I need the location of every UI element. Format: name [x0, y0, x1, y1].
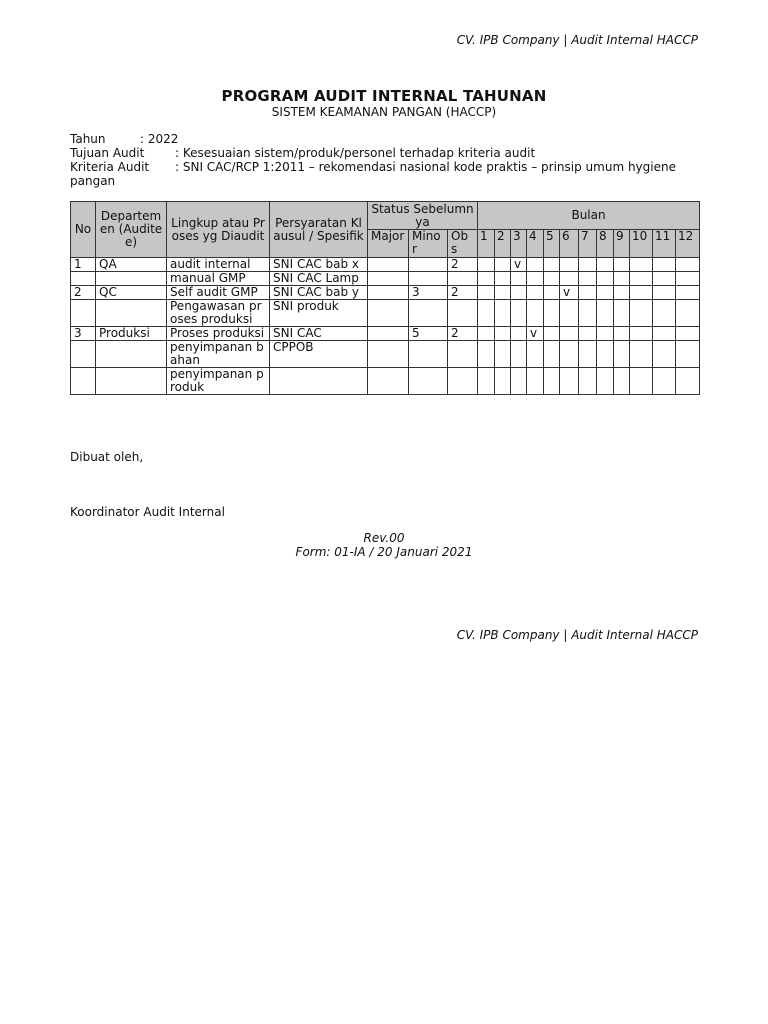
table-row: [71, 327, 700, 341]
cell-month-mark: [614, 258, 630, 272]
cell-persyaratan: SNI produk: [270, 300, 368, 327]
cell-month-mark: [614, 286, 630, 300]
cell-minor: [409, 272, 448, 286]
header-month: 11: [653, 230, 676, 258]
cell-month-mark: [495, 327, 511, 341]
cell-month-mark: [579, 341, 597, 368]
cell-month-mark: [597, 341, 614, 368]
created-by-label: Dibuat oleh,: [70, 450, 144, 464]
audit-meta: [70, 132, 700, 188]
header-status: Status Sebelumnya: [368, 202, 478, 230]
cell-minor: 5: [409, 327, 448, 341]
cell-month-mark: [597, 300, 614, 327]
cell-month-mark: [676, 258, 700, 272]
cell-minor: 3: [409, 286, 448, 300]
cell-month-mark: [478, 327, 495, 341]
meta-row-tujuan: [70, 146, 700, 160]
cell-departemen: [96, 341, 167, 368]
cell-month-mark: [560, 300, 579, 327]
cell-month-mark: [614, 300, 630, 327]
header-month: 4: [527, 230, 544, 258]
meta-row-kriteria: [70, 160, 700, 174]
cell-month-mark: [478, 258, 495, 272]
meta-row-tahun: [70, 132, 700, 146]
cell-month-mark: [630, 300, 653, 327]
cell-obs: 2: [448, 327, 478, 341]
cell-month-mark: [527, 286, 544, 300]
header-persyaratan: Persyaratan Klausul / Spesifik: [270, 202, 368, 258]
document-title: PROGRAM AUDIT INTERNAL TAHUNAN: [221, 87, 547, 105]
cell-lingkup: audit internal: [167, 258, 270, 272]
cell-persyaratan: [270, 368, 368, 395]
cell-major: [368, 300, 409, 327]
cell-month-mark: [511, 368, 527, 395]
cell-month-mark: [579, 258, 597, 272]
cell-month-mark: [676, 327, 700, 341]
header-departemen: Departemen (Auditee): [96, 202, 167, 258]
cell-month-mark: [544, 341, 560, 368]
cell-departemen: [96, 272, 167, 286]
cell-month-mark: [630, 368, 653, 395]
cell-month-mark: [478, 272, 495, 286]
cell-month-mark: [630, 341, 653, 368]
cell-month-mark: [478, 300, 495, 327]
cell-month-mark: [653, 300, 676, 327]
cell-obs: 2: [448, 286, 478, 300]
table-row: [71, 368, 700, 395]
cell-month-mark: [597, 286, 614, 300]
header-month: 7: [579, 230, 597, 258]
cell-month-mark: [579, 327, 597, 341]
cell-month-mark: [511, 327, 527, 341]
cell-persyaratan: SNI CAC Lamp: [270, 272, 368, 286]
cell-lingkup: penyimpanan bahan: [167, 341, 270, 368]
cell-no: [71, 368, 96, 395]
header-minor: Minor: [409, 230, 448, 258]
table-header-row: [71, 202, 700, 230]
cell-month-mark: [630, 272, 653, 286]
cell-month-mark: [495, 286, 511, 300]
cell-month-mark: [653, 286, 676, 300]
cell-persyaratan: CPPOB: [270, 341, 368, 368]
cell-departemen: [96, 368, 167, 395]
cell-month-mark: v: [527, 327, 544, 341]
cell-month-mark: [511, 300, 527, 327]
cell-obs: [448, 368, 478, 395]
table-row: [71, 286, 700, 300]
cell-month-mark: [597, 327, 614, 341]
cell-no: [71, 300, 96, 327]
cell-month-mark: [495, 368, 511, 395]
coordinator-label: Koordinator Audit Internal: [70, 505, 225, 519]
cell-month-mark: [630, 327, 653, 341]
cell-month-mark: [527, 341, 544, 368]
table-row: [71, 272, 700, 286]
cell-month-mark: [676, 368, 700, 395]
cell-month-mark: [579, 300, 597, 327]
cell-month-mark: [478, 341, 495, 368]
cell-month-mark: [527, 258, 544, 272]
cell-obs: [448, 272, 478, 286]
cell-month-mark: [544, 327, 560, 341]
cell-month-mark: [544, 258, 560, 272]
cell-persyaratan: SNI CAC bab y: [270, 286, 368, 300]
page-footer-company: CV. IPB Company | Audit Internal HACCP: [456, 628, 698, 642]
cell-obs: [448, 341, 478, 368]
cell-month-mark: [653, 258, 676, 272]
cell-no: 2: [71, 286, 96, 300]
cell-month-mark: [511, 272, 527, 286]
cell-minor: [409, 368, 448, 395]
cell-lingkup: Pengawasan proses produksi: [167, 300, 270, 327]
header-month: 6: [560, 230, 579, 258]
cell-departemen: QC: [96, 286, 167, 300]
table-row: [71, 300, 700, 327]
cell-month-mark: [560, 327, 579, 341]
tahun-label: Tahun: [70, 132, 106, 146]
cell-no: 1: [71, 258, 96, 272]
cell-month-mark: [560, 272, 579, 286]
cell-month-mark: [653, 272, 676, 286]
header-month: 1: [478, 230, 495, 258]
cell-month-mark: [614, 368, 630, 395]
cell-month-mark: [478, 286, 495, 300]
cell-major: [368, 258, 409, 272]
cell-major: [368, 327, 409, 341]
cell-month-mark: [676, 300, 700, 327]
header-month: 3: [511, 230, 527, 258]
table-row: [71, 341, 700, 368]
cell-major: [368, 272, 409, 286]
header-no: No: [71, 202, 96, 258]
cell-month-mark: [653, 327, 676, 341]
cell-persyaratan: SNI CAC bab x: [270, 258, 368, 272]
cell-month-mark: [478, 368, 495, 395]
cell-month-mark: [579, 286, 597, 300]
header-major: Major: [368, 230, 409, 258]
header-month: 10: [630, 230, 653, 258]
header-obs: Obs: [448, 230, 478, 258]
cell-month-mark: [495, 300, 511, 327]
cell-month-mark: [560, 368, 579, 395]
cell-lingkup: manual GMP: [167, 272, 270, 286]
header-month: 12: [676, 230, 700, 258]
cell-obs: [448, 300, 478, 327]
header-month: 5: [544, 230, 560, 258]
header-bulan: Bulan: [478, 202, 700, 230]
cell-major: [368, 341, 409, 368]
cell-month-mark: [653, 368, 676, 395]
cell-month-mark: [614, 272, 630, 286]
cell-month-mark: [527, 368, 544, 395]
cell-month-mark: [597, 258, 614, 272]
cell-lingkup: penyimpanan produk: [167, 368, 270, 395]
cell-lingkup: Self audit GMP: [167, 286, 270, 300]
cell-departemen: Produksi: [96, 327, 167, 341]
audit-program-table: [70, 201, 700, 395]
cell-month-mark: [544, 272, 560, 286]
cell-month-mark: [597, 368, 614, 395]
cell-month-mark: [614, 341, 630, 368]
cell-no: 3: [71, 327, 96, 341]
table-row: [71, 258, 700, 272]
kriteria-label: Kriteria Audit: [70, 160, 150, 174]
kriteria-value: : SNI CAC/RCP 1:2011 – rekomendasi nasional kode praktis – prinsip umum hygiene: [175, 160, 676, 174]
cell-month-mark: [676, 286, 700, 300]
cell-month-mark: v: [511, 258, 527, 272]
cell-month-mark: v: [560, 286, 579, 300]
cell-month-mark: [544, 300, 560, 327]
cell-major: [368, 368, 409, 395]
cell-month-mark: [495, 258, 511, 272]
cell-month-mark: [544, 368, 560, 395]
cell-month-mark: [495, 272, 511, 286]
cell-no: [71, 272, 96, 286]
form-number: Form: 01-IA / 20 Januari 2021: [295, 545, 473, 559]
cell-lingkup: Proses produksi: [167, 327, 270, 341]
revision-number: Rev.00: [363, 531, 405, 545]
header-month: 9: [614, 230, 630, 258]
cell-month-mark: [597, 272, 614, 286]
cell-minor: [409, 300, 448, 327]
cell-month-mark: [544, 286, 560, 300]
cell-departemen: QA: [96, 258, 167, 272]
tujuan-label: Tujuan Audit: [70, 146, 145, 160]
tujuan-value: : Kesesuaian sistem/produk/personel terhadap kriteria audit: [175, 146, 536, 160]
cell-month-mark: [653, 341, 676, 368]
cell-minor: [409, 341, 448, 368]
cell-minor: [409, 258, 448, 272]
cell-month-mark: [560, 258, 579, 272]
cell-month-mark: [511, 286, 527, 300]
header-month: 2: [495, 230, 511, 258]
cell-departemen: [96, 300, 167, 327]
document-subtitle: SISTEM KEAMANAN PANGAN (HACCP): [271, 105, 497, 119]
cell-obs: 2: [448, 258, 478, 272]
cell-month-mark: [560, 341, 579, 368]
header-month: 8: [597, 230, 614, 258]
cell-month-mark: [630, 286, 653, 300]
audit-table-body: [71, 258, 700, 395]
cell-no: [71, 341, 96, 368]
cell-month-mark: [511, 341, 527, 368]
cell-month-mark: [630, 258, 653, 272]
cell-month-mark: [614, 327, 630, 341]
cell-month-mark: [579, 368, 597, 395]
header-lingkup: Lingkup atau Proses yg Diaudit: [167, 202, 270, 258]
cell-month-mark: [527, 300, 544, 327]
kriteria-continuation: pangan: [70, 174, 116, 188]
tahun-value: : 2022: [140, 132, 179, 146]
cell-month-mark: [676, 272, 700, 286]
page-header-company: CV. IPB Company | Audit Internal HACCP: [456, 33, 698, 47]
cell-persyaratan: SNI CAC: [270, 327, 368, 341]
cell-month-mark: [495, 341, 511, 368]
cell-month-mark: [527, 272, 544, 286]
cell-month-mark: [579, 272, 597, 286]
cell-month-mark: [676, 341, 700, 368]
revision-block: [0, 531, 768, 559]
cell-major: [368, 286, 409, 300]
